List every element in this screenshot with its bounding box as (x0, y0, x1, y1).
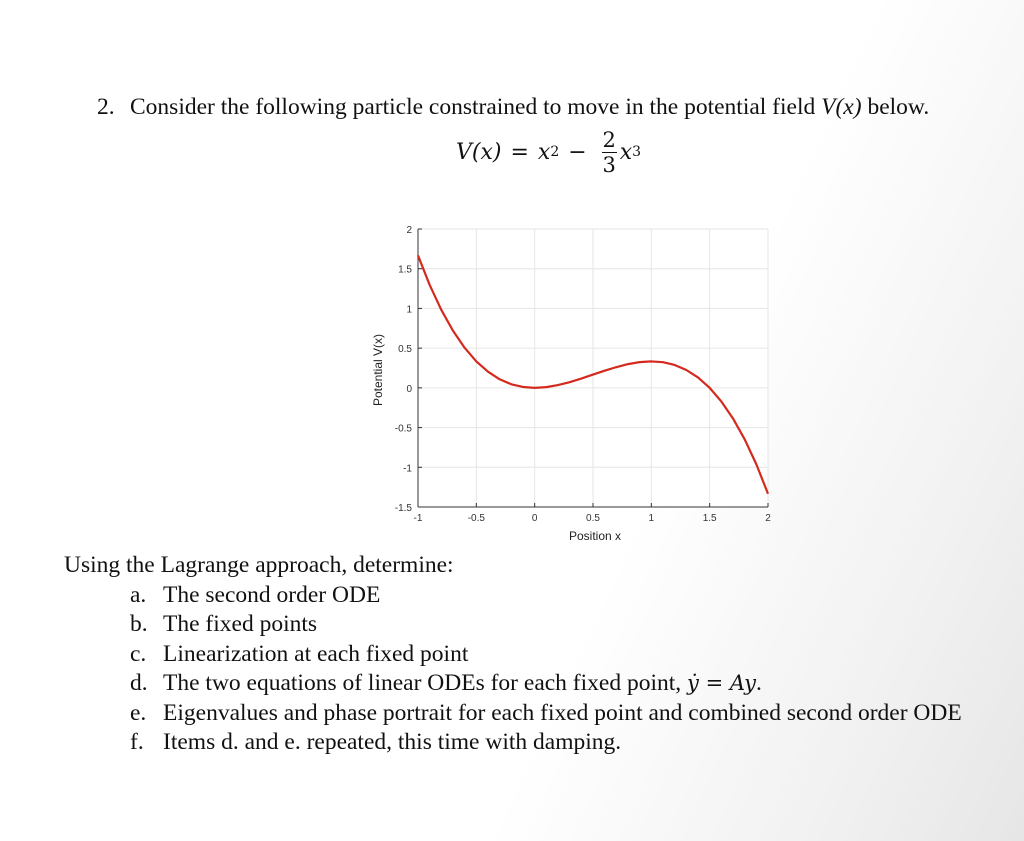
statement-tail: below. (861, 94, 930, 120)
y-tick-label: 2 (406, 225, 412, 236)
list-item (64, 610, 962, 640)
equation-term1-exponent: 2 (550, 144, 560, 160)
item-text: Eigenvalues and phase portrait for each fixed point and combined second order ODE (163, 699, 962, 726)
list-item (64, 640, 962, 670)
equals-sign: = (510, 139, 529, 165)
x-tick-label: 1.5 (702, 513, 717, 524)
potential-equation (456, 124, 641, 180)
equation-term2: x (619, 139, 633, 165)
minus-sign: − (568, 139, 587, 165)
item-text: The second order ODE (163, 581, 381, 608)
item-letter: d. (130, 670, 148, 696)
y-tick-label: 1.5 (398, 264, 412, 276)
task-list (64, 581, 962, 758)
y-tick-label: -1 (403, 463, 412, 475)
fraction-numerator: 2 (602, 127, 616, 152)
item-text: The fixed points (163, 611, 318, 637)
list-item (64, 728, 962, 758)
instructions-intro: Using the Lagrange approach, determine: (64, 552, 454, 578)
item-letter: f. (130, 729, 144, 755)
x-tick-label: 2 (765, 513, 771, 524)
problem-number: 2. (97, 94, 115, 120)
y-tick-label: 1 (406, 304, 412, 316)
equation-term1: x (537, 139, 551, 165)
x-tick-label: 1 (648, 513, 655, 524)
item-text: The two equations of linear ODEs for each fixed point, (163, 670, 682, 696)
equation-lhs: V(x) (456, 139, 502, 165)
equation-term2-exponent: 3 (632, 144, 642, 160)
x-tick-label: -0.5 (467, 513, 485, 524)
item-tail: . (756, 670, 762, 696)
statement-field: V(x) (821, 94, 862, 120)
x-tick-label: -1 (413, 513, 423, 524)
item-letter: a. (130, 581, 147, 608)
item-letter: c. (130, 640, 147, 667)
item-letter: b. (130, 611, 148, 637)
instructions (64, 551, 962, 758)
y-tick-label: 0 (406, 383, 412, 395)
y-axis-label: Potential V(x) (371, 333, 385, 407)
fraction (602, 129, 617, 176)
potential-plot (360, 214, 790, 554)
item-letter: e. (130, 699, 147, 726)
fraction-denominator: 3 (602, 152, 616, 177)
item-text: Linearization at each fixed point (163, 640, 469, 667)
problem-statement (97, 92, 1017, 122)
list-item (64, 669, 962, 699)
item-text: Items d. and e. repeated, this time with damping. (163, 729, 622, 755)
item-math: ẏ = Ay (687, 671, 757, 695)
x-tick-label: 0 (531, 513, 538, 524)
list-item (64, 699, 962, 729)
y-tick-label: 0.5 (398, 344, 412, 356)
x-axis-label: Position x (568, 529, 622, 543)
y-tick-label: -0.5 (394, 423, 412, 435)
statement-text: Consider the following particle constrained to move in the potential field (130, 94, 822, 120)
y-tick-label: -1.5 (394, 503, 412, 514)
x-tick-label: 0.5 (586, 513, 600, 524)
list-item (64, 581, 962, 611)
